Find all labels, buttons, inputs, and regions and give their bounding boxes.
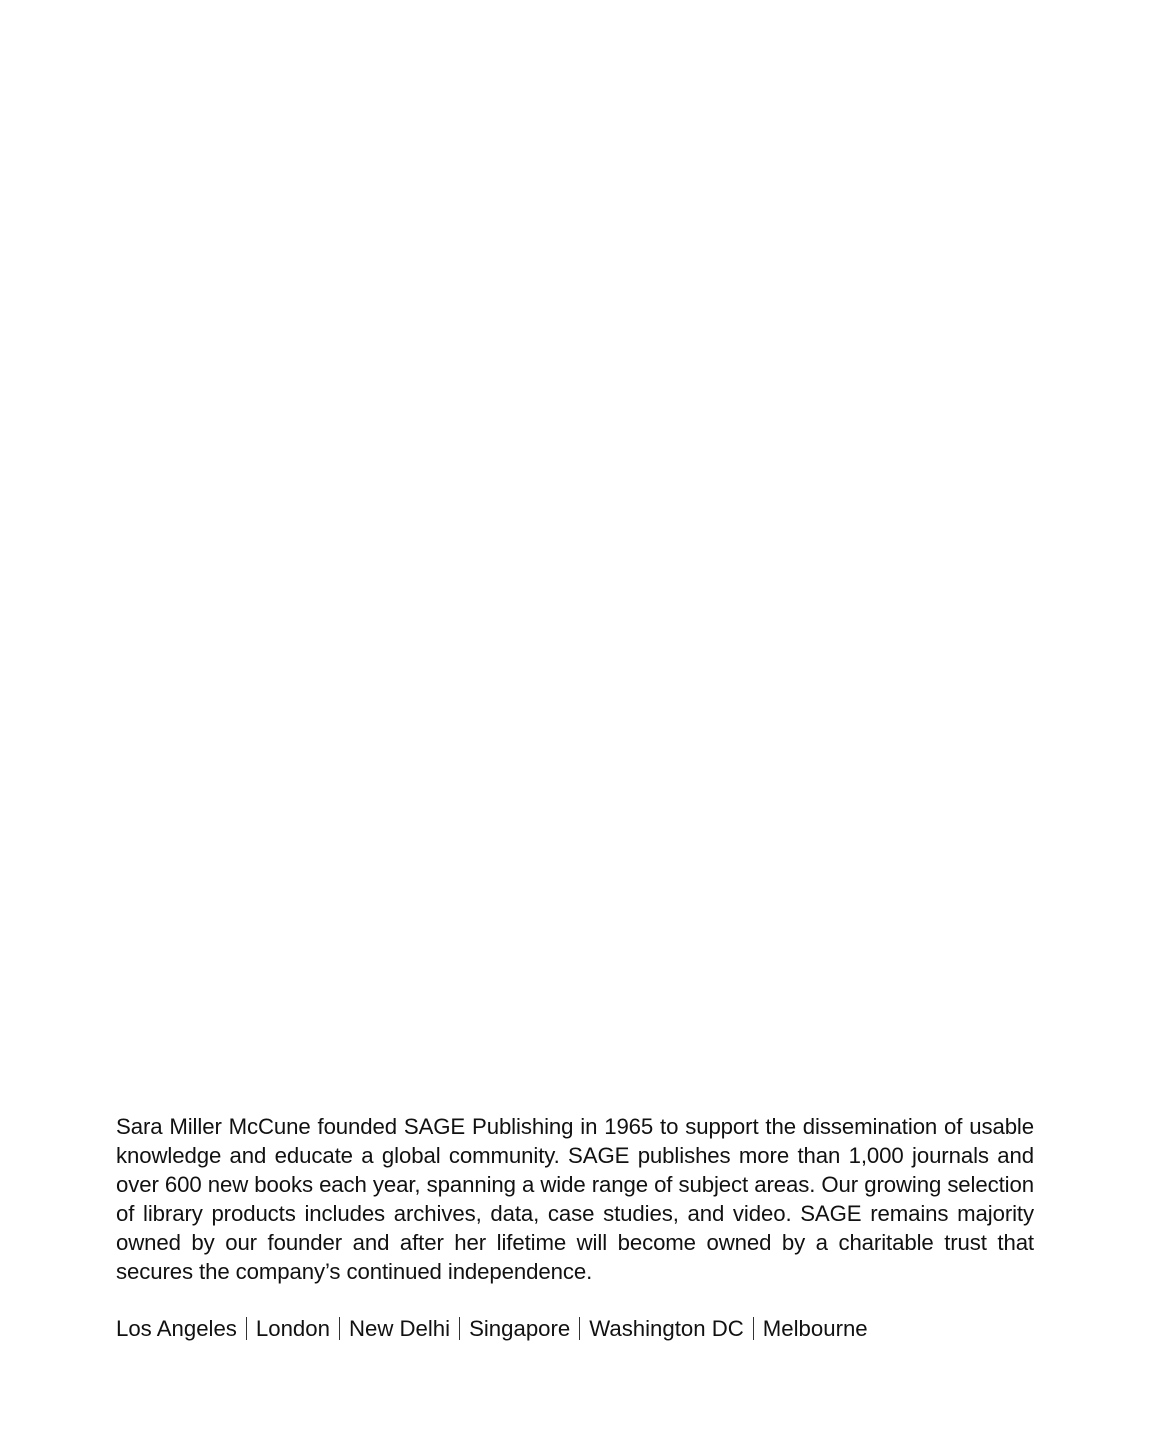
location-singapore: Singapore [469,1316,571,1341]
location-separator [579,1317,580,1340]
location-separator [246,1317,247,1340]
location-washington-dc: Washington DC [589,1316,744,1341]
location-separator [459,1317,460,1340]
location-separator [753,1317,754,1340]
location-london: London [255,1316,330,1341]
publisher-about-paragraph: Sara Miller McCune founded SAGE Publishing in 1965 to support the dissemination of usable knowledge and educate a global community. SAGE publishes more than 1,000 journals and over 600 new books each year, spanning a wide range of subject areas. Our growing selection of library products includes archives, data, case studies, and video. SAGE remains majority owned by our founder and after her lifetime will become owned by a charitable trust that secures the company’s continued independence. [116,1114,1034,1284]
location-new-delhi: New Delhi [348,1316,451,1341]
office-locations [116,1314,868,1343]
location-separator [339,1317,340,1340]
location-melbourne: Melbourne [762,1316,868,1341]
location-los-angeles: Los Angeles [116,1316,237,1341]
